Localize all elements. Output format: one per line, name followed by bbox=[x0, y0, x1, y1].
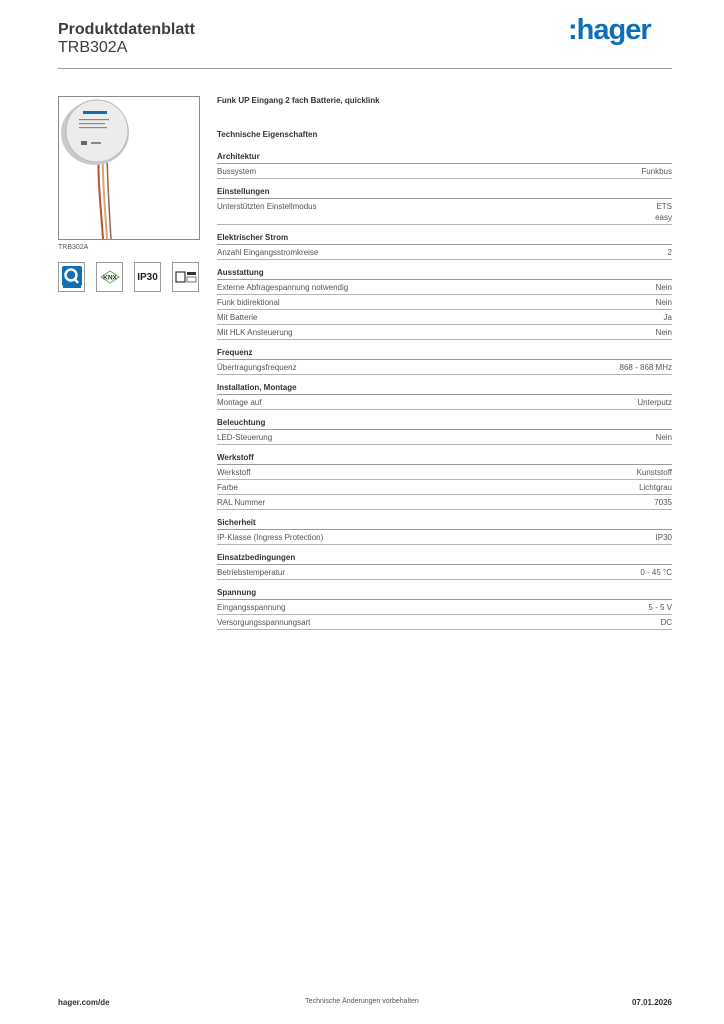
spec-value-line: 5 - 5 V bbox=[648, 603, 672, 612]
spec-section-title: Frequenz bbox=[217, 347, 672, 360]
spec-label: Montage auf bbox=[217, 398, 262, 407]
spec-label: IP-Klasse (Ingress Protection) bbox=[217, 533, 324, 542]
spec-value-line: IP30 bbox=[655, 533, 672, 542]
spec-value bbox=[660, 617, 672, 628]
spec-label: Betriebstemperatur bbox=[217, 568, 286, 577]
spec-value bbox=[655, 201, 672, 223]
spec-section bbox=[217, 267, 672, 340]
spec-label: Bussystem bbox=[217, 167, 257, 176]
spec-value-line: 7035 bbox=[654, 498, 672, 507]
spec-row bbox=[217, 360, 672, 375]
spec-value bbox=[654, 497, 672, 508]
spec-value bbox=[637, 397, 672, 408]
spec-section-title: Sicherheit bbox=[217, 517, 672, 530]
spec-value-line: Ja bbox=[663, 313, 672, 322]
spec-value-line: 0 - 45 °C bbox=[640, 568, 672, 577]
spec-row bbox=[217, 395, 672, 410]
spec-value bbox=[640, 567, 672, 578]
spec-row bbox=[217, 310, 672, 325]
spec-section-title: Installation, Montage bbox=[217, 382, 672, 395]
spec-sections bbox=[217, 151, 672, 630]
spec-label: Übertragungsfrequenz bbox=[217, 363, 297, 372]
spec-label: Mit HLK Ansteuerung bbox=[217, 328, 293, 337]
spec-section bbox=[217, 151, 672, 179]
spec-row bbox=[217, 199, 672, 225]
certification-icons bbox=[58, 262, 199, 292]
svg-text:KNX: KNX bbox=[102, 274, 117, 282]
spec-value bbox=[620, 362, 672, 373]
spec-label: Versorgungsspannungsart bbox=[217, 618, 311, 627]
easy-icon bbox=[172, 262, 199, 292]
spec-value bbox=[656, 297, 672, 308]
spec-row bbox=[217, 495, 672, 510]
spec-section bbox=[217, 587, 672, 630]
spec-section-title: Elektrischer Strom bbox=[217, 232, 672, 245]
spec-label: Funk bidirektional bbox=[217, 298, 280, 307]
page-title: Produktdatenblatt bbox=[58, 21, 195, 38]
spec-label: LED-Steuerung bbox=[217, 433, 273, 442]
spec-value bbox=[639, 482, 672, 493]
spec-row bbox=[217, 295, 672, 310]
spec-section-title: Einsatzbedingungen bbox=[217, 552, 672, 565]
spec-section-title: Beleuchtung bbox=[217, 417, 672, 430]
spec-row bbox=[217, 530, 672, 545]
spec-section bbox=[217, 552, 672, 580]
quicklink-icon bbox=[58, 262, 85, 292]
spec-section bbox=[217, 517, 672, 545]
spec-value bbox=[668, 247, 672, 258]
spec-label: Farbe bbox=[217, 483, 238, 492]
spec-value bbox=[664, 312, 672, 323]
spec-label: Eingangsspannung bbox=[217, 603, 286, 612]
spec-section-title: Spannung bbox=[217, 587, 672, 600]
footer-date: 07.01.2026 bbox=[631, 998, 672, 1007]
spec-value-line: Nein bbox=[655, 433, 672, 442]
spec-value bbox=[641, 166, 672, 177]
spec-value-line: 2 bbox=[667, 248, 672, 257]
spec-value bbox=[656, 327, 672, 338]
footer-notice: Technische Änderungen vorbehalten bbox=[305, 998, 419, 1005]
technical-properties-heading: Technische Eigenschaften bbox=[217, 130, 318, 139]
spec-label: Unterstützten Einstellmodus bbox=[217, 202, 317, 211]
spec-section-title: Ausstattung bbox=[217, 267, 672, 280]
spec-value bbox=[637, 467, 672, 478]
product-name: Funk UP Eingang 2 fach Batterie, quicklink bbox=[217, 96, 380, 105]
spec-label: Werkstoff bbox=[217, 468, 251, 477]
hager-logo: :hager bbox=[568, 14, 651, 46]
spec-row bbox=[217, 245, 672, 260]
spec-row bbox=[217, 325, 672, 340]
spec-row bbox=[217, 164, 672, 179]
spec-value-line: Nein bbox=[655, 328, 672, 337]
spec-row bbox=[217, 615, 672, 630]
spec-value-line: Nein bbox=[655, 283, 672, 292]
product-code: TRB302A bbox=[58, 39, 128, 56]
spec-section-title: Architektur bbox=[217, 151, 672, 164]
spec-section bbox=[217, 452, 672, 510]
spec-value-line: Kunststoff bbox=[636, 468, 672, 477]
product-illustration bbox=[59, 97, 199, 239]
spec-value bbox=[656, 532, 672, 543]
spec-row bbox=[217, 430, 672, 445]
header-divider bbox=[58, 68, 672, 69]
spec-value-line: Lichtgrau bbox=[639, 483, 672, 492]
spec-row bbox=[217, 465, 672, 480]
spec-label: Externe Abfragespannung notwendig bbox=[217, 283, 349, 292]
spec-value-line: Funkbus bbox=[641, 167, 672, 176]
spec-value-line: 868 - 868 MHz bbox=[619, 363, 672, 372]
product-image bbox=[58, 96, 200, 240]
spec-section bbox=[217, 232, 672, 260]
spec-value-line: Unterputz bbox=[637, 398, 672, 407]
footer-website[interactable]: hager.com/de bbox=[58, 998, 110, 1007]
knx-icon bbox=[96, 262, 123, 292]
specifications bbox=[217, 95, 672, 637]
spec-value-line: ETS bbox=[656, 202, 672, 211]
spec-section-title: Werkstoff bbox=[217, 452, 672, 465]
spec-row bbox=[217, 480, 672, 495]
spec-section bbox=[217, 382, 672, 410]
spec-value-line: Nein bbox=[655, 298, 672, 307]
spec-label: RAL Nummer bbox=[217, 498, 266, 507]
spec-value bbox=[648, 602, 672, 613]
spec-label: Mit Batterie bbox=[217, 313, 258, 322]
spec-row bbox=[217, 600, 672, 615]
spec-value bbox=[656, 282, 672, 293]
spec-label: Anzahl Eingangsstromkreise bbox=[217, 248, 319, 257]
spec-value-line: DC bbox=[660, 618, 672, 627]
spec-section bbox=[217, 347, 672, 375]
spec-row bbox=[217, 280, 672, 295]
spec-section bbox=[217, 186, 672, 225]
spec-value-line: easy bbox=[655, 213, 672, 222]
spec-section bbox=[217, 417, 672, 445]
ip30-icon: IP30 bbox=[134, 262, 161, 292]
spec-row bbox=[217, 565, 672, 580]
spec-section-title: Einstellungen bbox=[217, 186, 672, 199]
spec-value bbox=[656, 432, 672, 443]
product-image-caption: TRB302A bbox=[58, 244, 89, 251]
